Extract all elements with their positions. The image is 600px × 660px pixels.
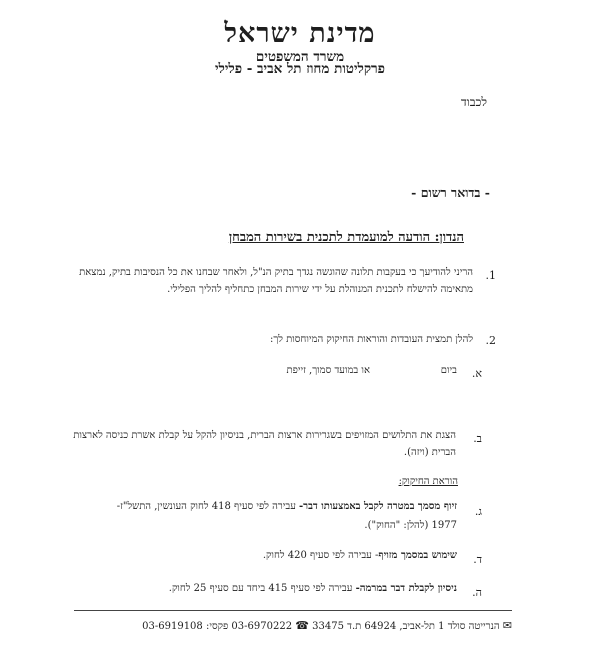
law-item	[263, 550, 457, 561]
footer-fax: פקסי: 03-6919108	[142, 621, 229, 632]
phone-icon: ☎	[295, 619, 309, 632]
footer-phone: 03-6970222	[231, 621, 293, 632]
sub-label: ד.	[473, 553, 482, 566]
law-text: עבירה לפי סעיף 415 ביחד עם סעיף 25 לחוק.	[168, 583, 356, 594]
paragraph: להלן תמצית העובדות והוראות החיקוק המיוחסות לך:	[269, 334, 473, 345]
item-number: 2.	[485, 334, 496, 347]
sub-label: א.	[471, 367, 482, 380]
law-item	[117, 501, 457, 512]
law-text-cont: 1977 (להלן: "החוק").	[364, 520, 457, 531]
law-offense: זיוף מסמך במטרה לקבל באמצעותו דבר-	[299, 501, 457, 512]
sub-label: ה.	[472, 586, 482, 599]
footer-address: הנרייטה סולד 1 תל-אביב, 64924 ת.ד 33475	[312, 621, 500, 632]
law-offense: שימוש במסמך מזויף	[378, 550, 457, 561]
law-heading: הוראת החיקוק:	[398, 476, 458, 487]
recipient-label: לכבוד	[460, 95, 487, 109]
subject-line: הנדון: הודעה למועמדת לתכנית בשירות המבחן	[228, 230, 464, 245]
envelope-icon: ✉	[502, 619, 512, 632]
law-text: עבירה לפי סעיף 418 לחוק העונשין, התשל"ז-	[116, 501, 300, 512]
item-number: 1.	[485, 269, 496, 282]
footer	[142, 619, 512, 632]
day-text: ביום	[440, 365, 457, 376]
paragraph: הריני להודיעך כי בעקבות תלונה שהוגשה נגדך בתיק הנ"ל, ולאחר שבחנו את כל הנסיבות בתיק, נמצאת מתאימה להישלח לתכנית המנוהלת על ידי שירות המבחן כתחליף להליך הפלילי.	[79, 267, 473, 295]
law-offense: ניסיון לקבלת דבר במרמה-	[355, 583, 457, 594]
ministry-name: משרד המשפטים	[255, 49, 345, 65]
paragraph: הצגת את התלושים המזויפים בשגרירות ארצות הברית, בניסיון להקל על קבלת אשרת כניסה לארצות הברית (ויזה).	[73, 430, 456, 458]
sub-label: ב.	[473, 432, 482, 445]
law-text: - עבירה לפי סעיף 420 לחוק.	[262, 550, 379, 561]
footer-divider	[74, 610, 512, 611]
sub-label: ג.	[474, 505, 482, 518]
law-item	[169, 583, 457, 594]
office-name: פרקליטות מחוז תל אביב - פלילי	[214, 61, 386, 77]
mail-type: - בדואר רשום -	[411, 185, 490, 200]
page-title: מדינת ישראל	[224, 18, 376, 49]
date-text: או במועד סמוך, זייפת	[286, 365, 370, 376]
